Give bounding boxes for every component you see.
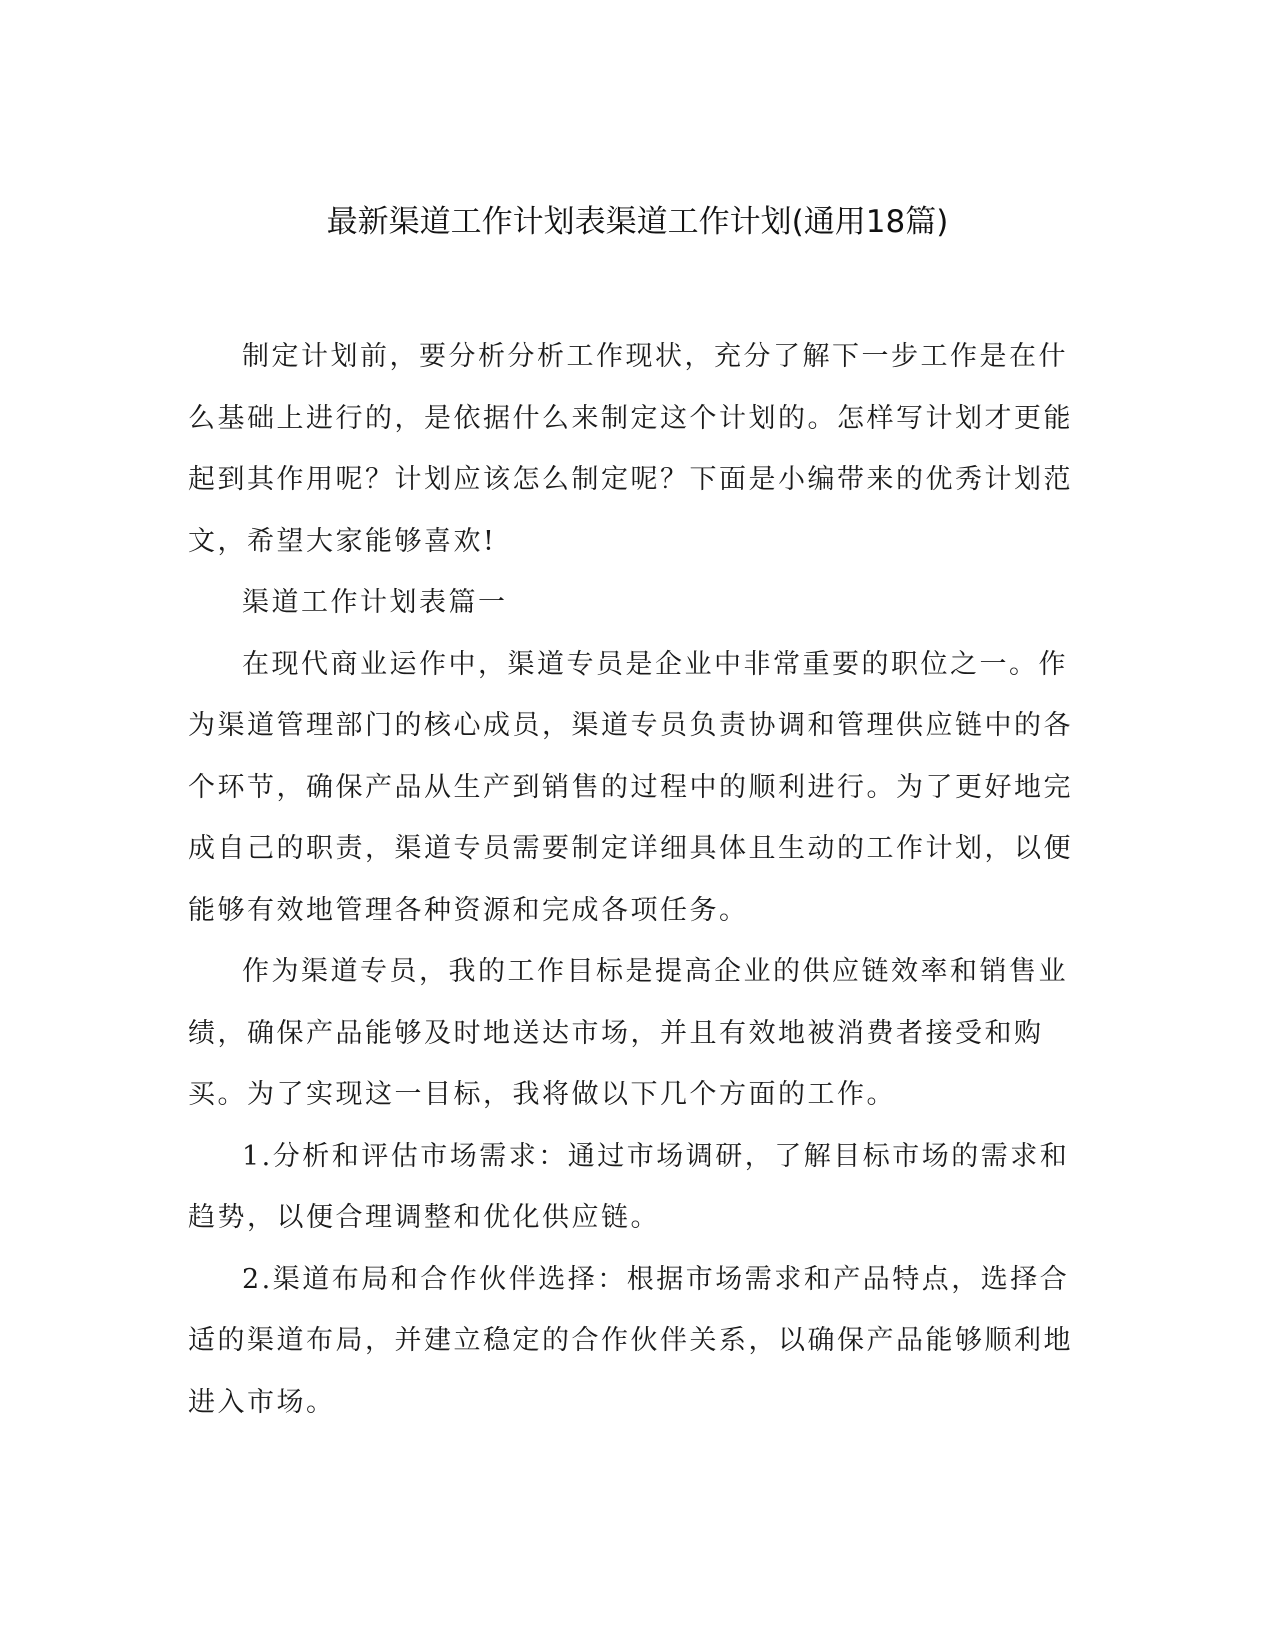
list-item: 1.分析和评估市场需求：通过市场调研，了解目标市场的需求和趋势，以便合理调整和优化供应链。 — [188, 1140, 1070, 1233]
document-body — [188, 326, 1078, 1433]
document-title: 最新渠道工作计划表渠道工作计划(通用18篇) — [326, 204, 949, 240]
list-item: 2.渠道布局和合作伙伴选择：根据市场需求和产品特点，选择合适的渠道布局，并建立稳定的合作伙伴关系，以确保产品能够顺利地进入市场。 — [188, 1263, 1073, 1418]
paragraph-intro: 制定计划前，要分析分析工作现状，充分了解下一步工作是在什么基础上进行的，是依据什么来制定这个计划的。怎样写计划才更能起到其作用呢？计划应该怎么制定呢？下面是小编带来的优秀计划范文，希望大家能够喜欢! — [188, 341, 1073, 557]
paragraph: 作为渠道专员，我的工作目标是提高企业的供应链效率和销售业绩，确保产品能够及时地送达市场，并且有效地被消费者接受和购买。为了实现这一目标，我将做以下几个方面的工作。 — [188, 956, 1068, 1110]
section-heading: 渠道工作计划表篇一 — [242, 587, 508, 618]
paragraph: 在现代商业运作中，渠道专员是企业中非常重要的职位之一。作为渠道管理部门的核心成员，渠道专员负责协调和管理供应链中的各个环节，确保产品从生产到销售的过程中的顺利进行。为了更好地完成自己的职责，渠道专员需要制定详细具体且生动的工作计划，以便能够有效地管理各种资源和完成各项任务。 — [188, 648, 1073, 926]
